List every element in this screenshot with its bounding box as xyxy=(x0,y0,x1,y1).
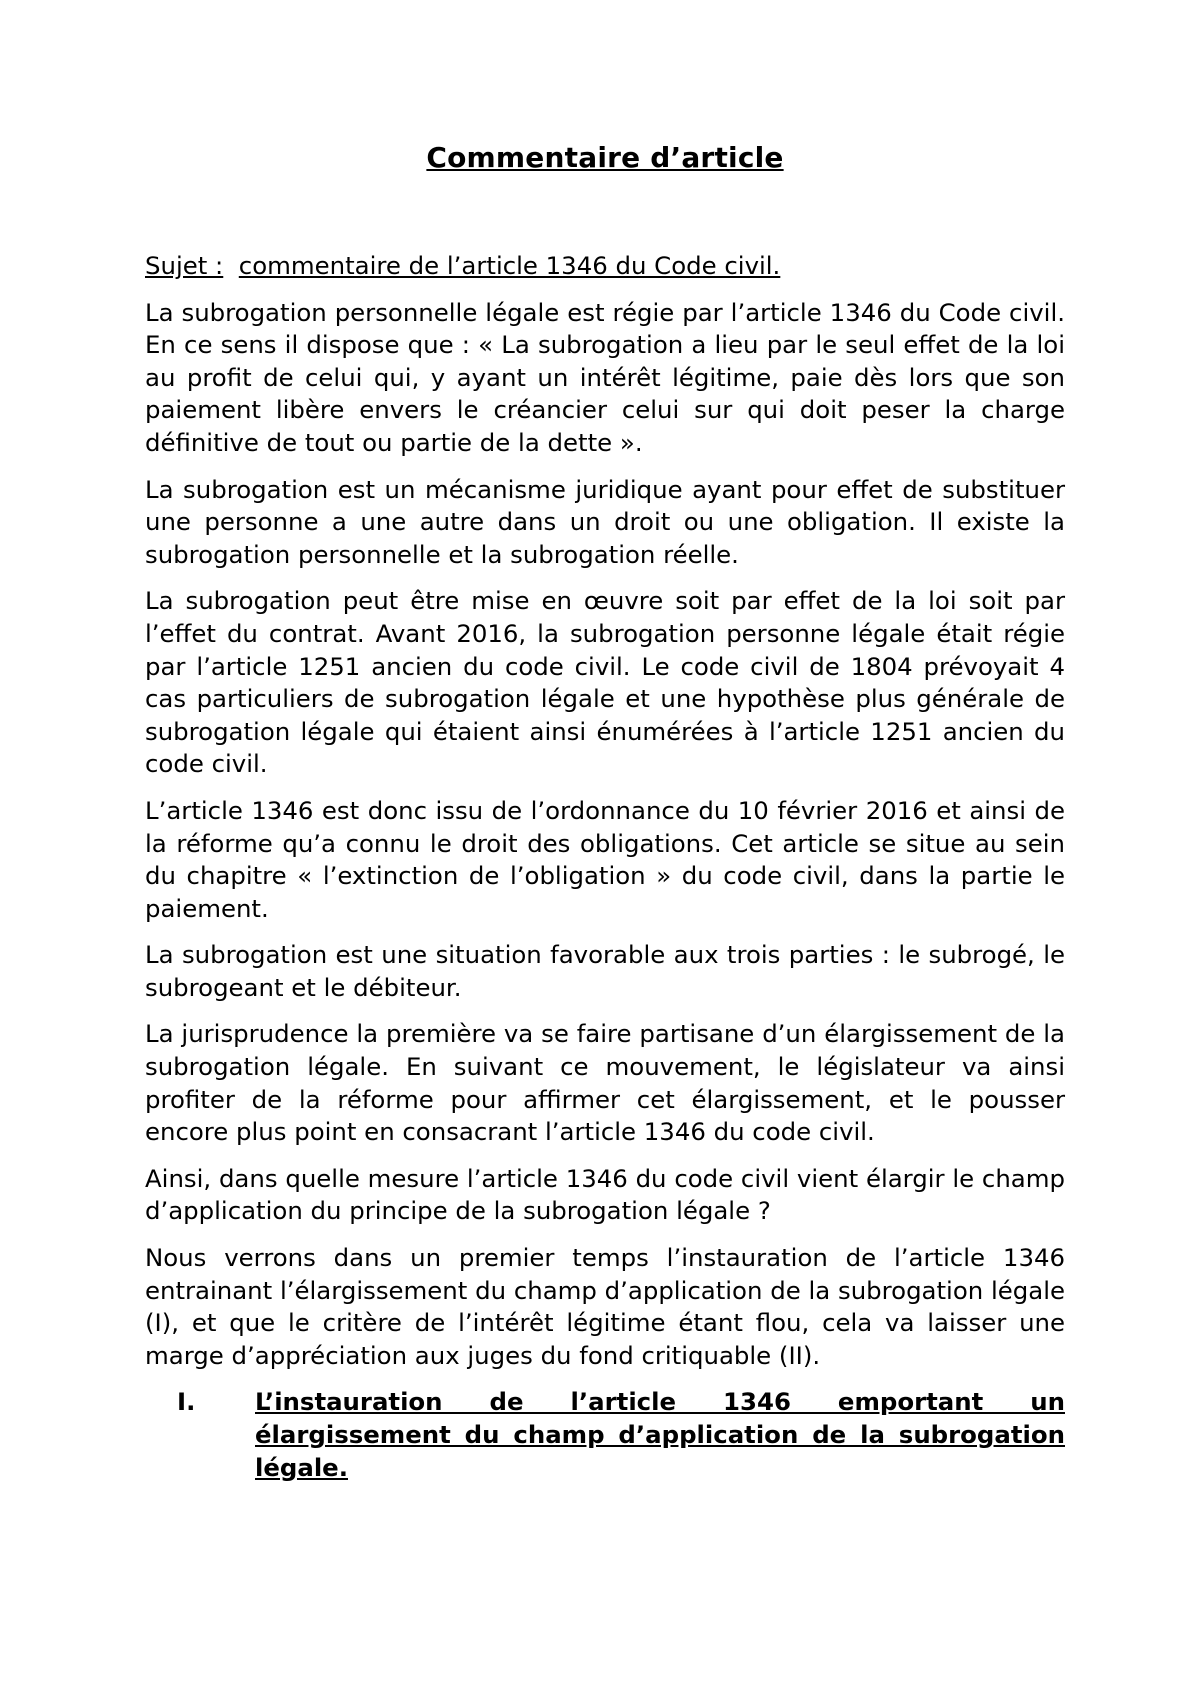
paragraph-problematique: Ainsi, dans quelle mesure l’article 1346 du code civil vient élargir le champ d’application du principe de la subrogation légale ? xyxy=(145,1163,1065,1226)
section-number: I. xyxy=(177,1387,196,1417)
document-title: Commentaire d’article xyxy=(426,141,784,174)
paragraph-annonce-plan: Nous verrons dans un premier temps l’instauration de l’article 1346 entrainant l’élargissement du champ d’application de la subrogation légale (I), et que le critère de l’intérêt légitime étant flou, cela va laisser une marge d’appréciation aux juges du fond critiquable (II). xyxy=(145,1243,1065,1370)
paragraph-ordonnance: L’article 1346 est donc issu de l’ordonnance du 10 février 2016 et ainsi de la réforme qu’a connu le droit des obligations. Cet article se situe au sein du chapitre « l’extinction de l’obligation » du code civil, dans la partie le paiement. xyxy=(145,795,1065,923)
paragraph-jurisprudence: La jurisprudence la première va se faire partisane d’un élargissement de la subrogation légale. En suivant ce mouvement, le législateur va ainsi profiter de la réforme pour affirmer cet élargissement, et le pousser encore plus point en consacrant l’article 1346 du code civil. xyxy=(145,1019,1065,1147)
document-body xyxy=(145,250,1065,1484)
section-heading-1 xyxy=(145,1386,1065,1484)
paragraph-intro-definition: La subrogation personnelle légale est régie par l’article 1346 du Code civil. En ce sens il dispose que : « La subrogation a lieu par le seul effet de la loi au profit de celui qui, y ayant un intérêt légitime, paie dès lors que son paiement libère envers le créancier celui sur qui doit peser la charge définitive de tout ou partie de la dette ». xyxy=(145,297,1065,457)
subject-text: commentaire de l’article 1346 du Code civil. xyxy=(238,251,781,280)
section-title: L’instauration de l’article 1346 emportant un élargissement du champ d’application de la subrogation légale. xyxy=(255,1387,1065,1482)
subject-line xyxy=(145,250,1065,283)
paragraph-parties: La subrogation est une situation favorable aux trois parties : le subrogé, le subrogeant et le débiteur. xyxy=(145,940,1065,1002)
subject-label: Sujet : xyxy=(145,251,224,280)
paragraph-history: La subrogation peut être mise en œuvre soit par effet de la loi soit par l’effet du contrat. Avant 2016, la subrogation personne légale était régie par l’article 1251 ancien du code civil. Le code civil de 1804 prévoyait 4 cas particuliers de subrogation légale et une hypothèse plus générale de subrogation légale qui étaient ainsi énumérées à l’article 1251 ancien du code civil. xyxy=(145,586,1065,779)
paragraph-mechanism: La subrogation est un mécanisme juridique ayant pour effet de substituer une personne a une autre dans un droit ou une obligation. Il existe la subrogation personnelle et la subrogation réelle. xyxy=(145,474,1065,569)
